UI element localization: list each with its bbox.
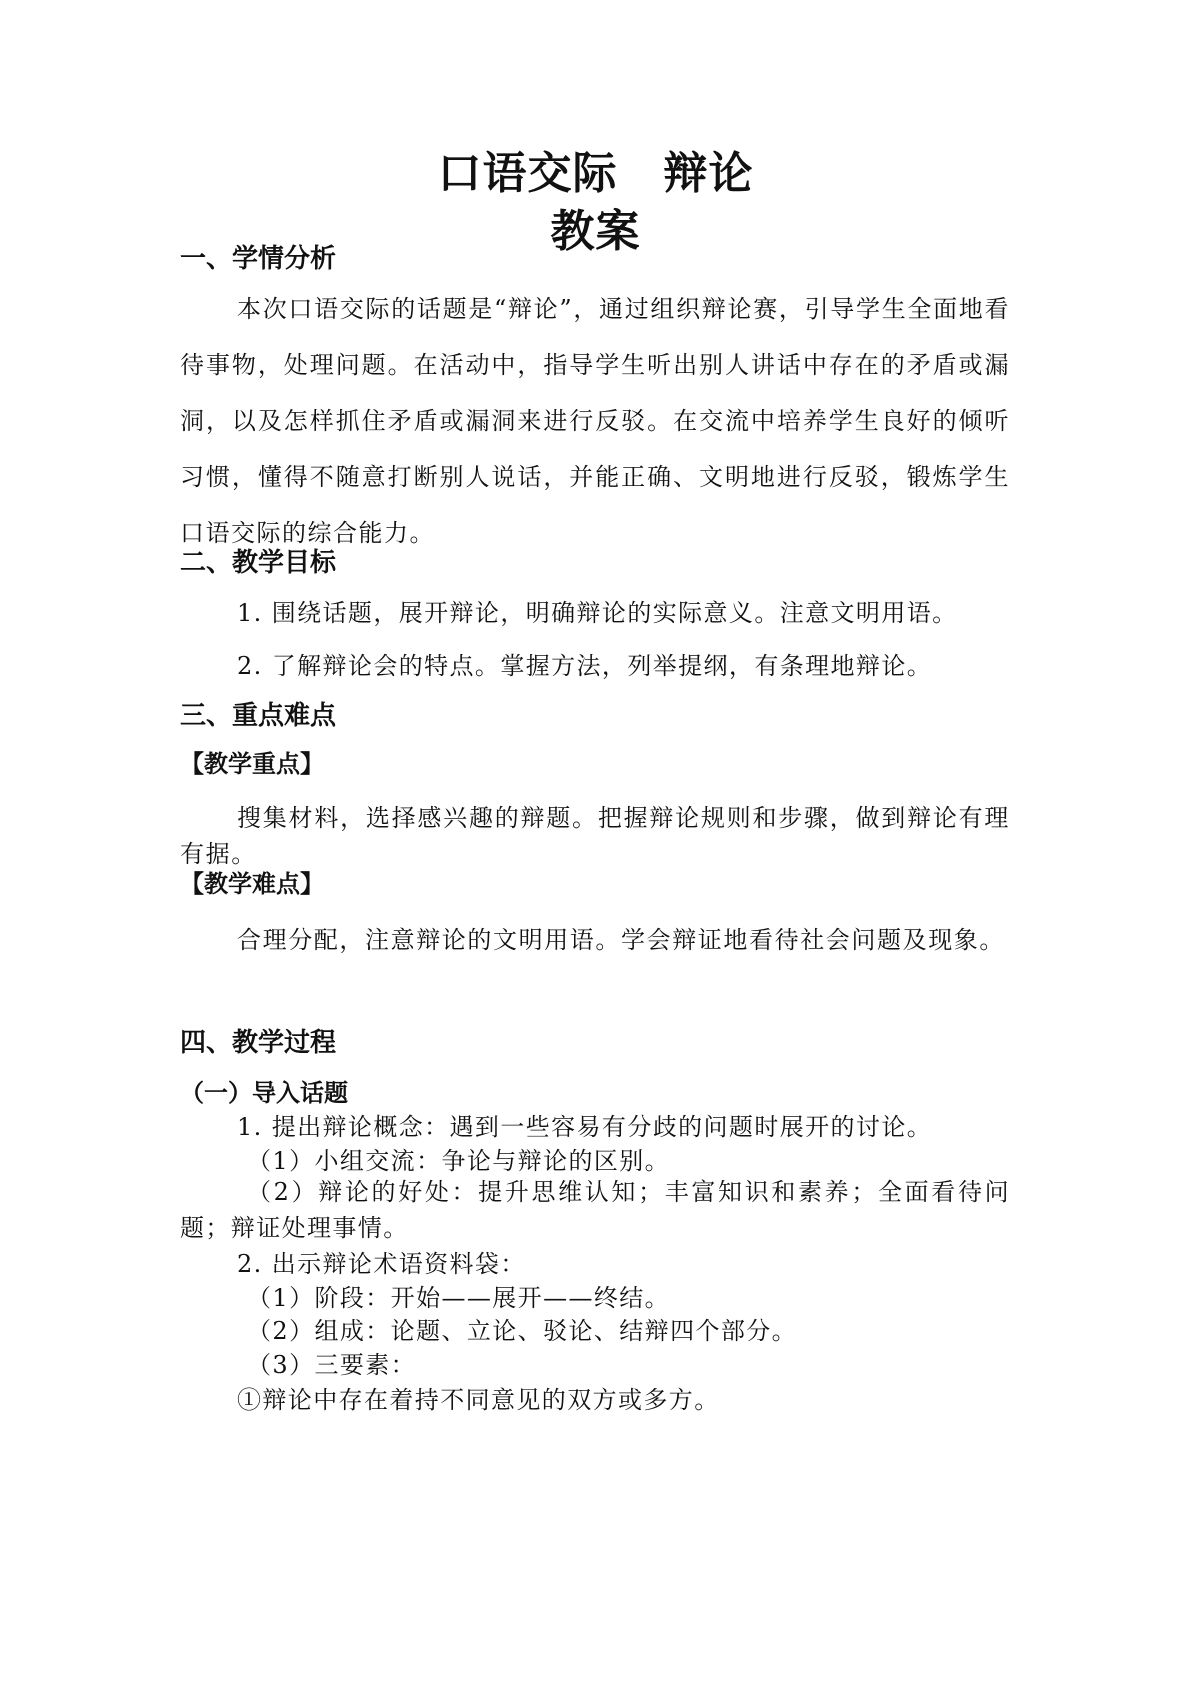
objective-1: 1. 围绕话题，展开辩论，明确辩论的实际意义。注意文明用语。: [237, 599, 958, 627]
objective-2: 2. 了解辩论会的特点。掌握方法，列举提纲，有条理地辩论。: [237, 652, 933, 680]
document-subtitle: 教案: [550, 206, 641, 257]
section-2-heading: 二、教学目标: [180, 548, 337, 578]
title-part-1: 口语交际: [437, 148, 618, 199]
process-line-2: （1）小组交流：争论与辩论的区别。: [247, 1147, 671, 1175]
section-3-heading: 三、重点难点: [180, 701, 337, 731]
process-line-3: （2）辩论的好处：提升思维认知；丰富知识和素养；全面看待问题；辩证处理事情。: [180, 1178, 1010, 1242]
key-points-label: 【教学重点】: [180, 749, 324, 778]
document-title: [0, 148, 1191, 199]
section-4-heading: 四、教学过程: [180, 1028, 337, 1058]
process-line-8: ①辩论中存在着持不同意见的双方或多方。: [237, 1386, 720, 1414]
section-1-paragraph: 本次口语交际的话题是“辩论”，通过组织辩论赛，引导学生全面地看待事物，处理问题。在活动中，指导学生听出别人讲话中存在的矛盾或漏洞，以及怎样抓住矛盾或漏洞来进行反驳。在交流中培养学生良好的倾听习惯，懂得不随意打断别人说话，并能正确、文明地进行反驳，锻炼学生口语交际的综合能力。: [180, 295, 1010, 547]
process-line-5: （1）阶段：开始——展开——终结。: [247, 1284, 671, 1312]
process-line-1: 1. 提出辩论概念：遇到一些容易有分歧的问题时展开的讨论。: [237, 1113, 933, 1141]
process-sub-heading: （一）导入话题: [180, 1078, 348, 1107]
process-line-7: （3）三要素：: [247, 1351, 417, 1379]
title-part-2: 辩论: [663, 148, 754, 199]
key-points-text: 搜集材料，选择感兴趣的辩题。把握辩论规则和步骤，做到辩论有理有据。: [180, 804, 1010, 868]
section-1-heading: 一、学情分析: [180, 244, 337, 274]
process-line-4: 2. 出示辩论术语资料袋：: [237, 1250, 526, 1278]
process-line-6: （2）组成：论题、立论、驳论、结辩四个部分。: [247, 1317, 798, 1345]
difficult-points-label: 【教学难点】: [180, 869, 324, 898]
difficult-points-text: 合理分配，注意辩论的文明用语。学会辩证地看待社会问题及现象。: [237, 926, 1005, 954]
